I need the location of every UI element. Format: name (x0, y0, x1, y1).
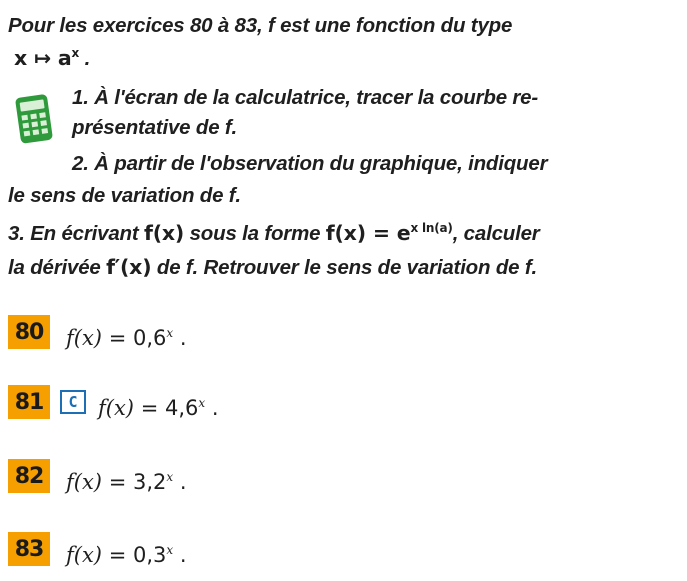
formula-exponent: x (198, 396, 206, 410)
q3b-pre: la dérivée (8, 256, 107, 279)
formula-lhs: f(x) (66, 470, 103, 494)
q2-text-a: 2. À partir de l'observation du graphique, indiquer (72, 152, 548, 175)
question-2a (72, 152, 547, 176)
q1-text-a: 1. À l'écran de la calculatrice, tracer la courbe re- (72, 86, 539, 109)
formula-rhs: = 0,6 (102, 326, 167, 350)
formula-lhs: f(x) (66, 543, 103, 567)
q3-pre: 3. En écrivant (8, 222, 145, 245)
map-end: . (84, 47, 91, 70)
q3-mid: sous la forme (184, 222, 326, 245)
q3-equation: f(x) = e (325, 221, 411, 245)
q3b-derivative: f′(x) (106, 255, 152, 279)
q3-fx: f(x) (144, 221, 185, 245)
formula-exponent: x (166, 543, 174, 557)
question-3b (8, 255, 537, 280)
exercise-80 (8, 314, 187, 350)
exercise-81 (8, 384, 219, 420)
question-2b (8, 184, 241, 208)
map-exponent: x (71, 46, 80, 61)
intro-text: Pour les exercices 80 à 83, f est une fonction du type (8, 14, 513, 37)
exercise-formula (98, 396, 219, 420)
formula-rhs: = 0,3 (102, 543, 167, 567)
formula-lhs: f(x) (66, 326, 103, 350)
q3-post: , calculer (452, 222, 540, 245)
question-1a (72, 86, 538, 110)
formula-end: . (173, 326, 187, 350)
exercise-number-badge: 83 (8, 532, 50, 566)
formula-exponent: x (166, 326, 174, 340)
q1-text-b: présentative de f. (72, 116, 238, 139)
formula-end: . (205, 396, 219, 420)
formula-rhs: = 4,6 (134, 396, 199, 420)
formula-end: . (173, 470, 187, 494)
calculator-icon (6, 92, 60, 146)
q3b-post: de f. Retrouver le sens de variation de f. (151, 256, 537, 279)
q2-text-b: le sens de variation de f. (8, 184, 241, 207)
exercise-formula (66, 470, 187, 494)
exercise-number-badge: 82 (8, 459, 50, 493)
formula-lhs: f(x) (98, 396, 135, 420)
exercise-formula (66, 543, 187, 567)
exercise-82 (8, 458, 187, 494)
question-3a (8, 221, 540, 246)
q3-exponent: x ln(a) (410, 221, 453, 236)
map-expression: x ↦ a (14, 46, 72, 70)
exercise-formula (66, 326, 187, 350)
exercise-number-badge: 80 (8, 315, 50, 349)
intro-line (8, 14, 512, 38)
question-1b (72, 116, 237, 140)
correction-tag[interactable]: C (60, 390, 86, 414)
exercise-number-badge: 81 (8, 385, 50, 419)
formula-exponent: x (166, 470, 174, 484)
formula-rhs: = 3,2 (102, 470, 167, 494)
exercise-83 (8, 531, 187, 567)
formula-end: . (173, 543, 187, 567)
intro-map (14, 46, 90, 71)
